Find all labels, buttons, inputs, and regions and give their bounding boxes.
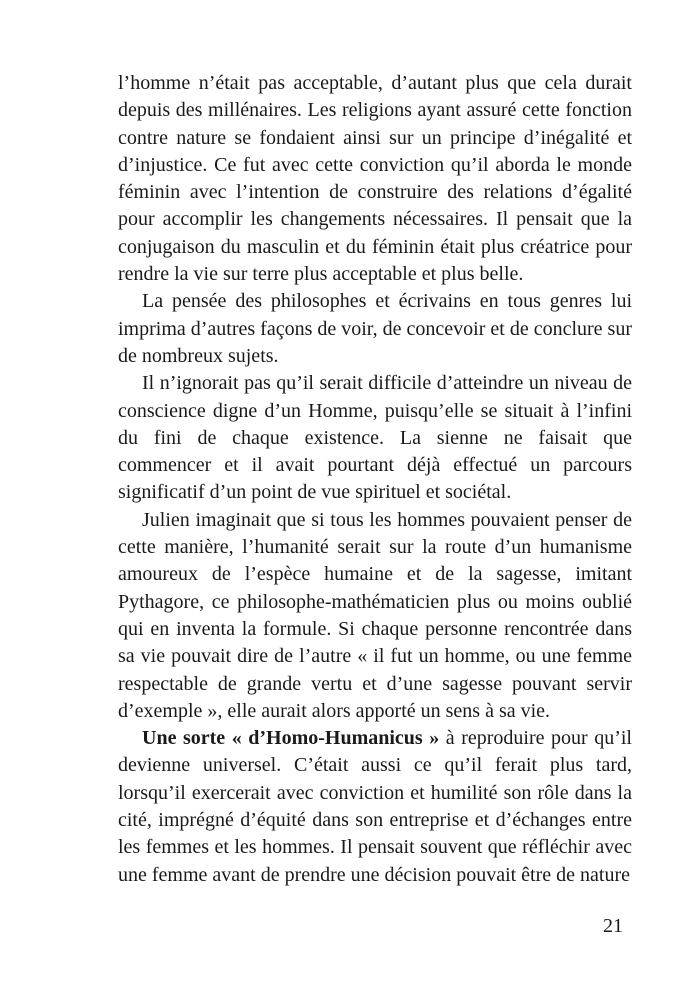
bold-phrase: Une sorte « d’Homo-Humanicus » xyxy=(142,727,440,750)
paragraph-5 xyxy=(118,725,632,889)
page-number: 21 xyxy=(603,915,623,937)
paragraph-3: Il n’ignorait pas qu’il serait difficile d’atteindre un niveau de conscience digne d’un Homme, puisqu’elle se situait à l’infini du fini de chaque existence. La sienne ne faisait que commencer et il avait pourtant déjà effectué un parcours significatif d’un point de vue spirituel et sociétal. xyxy=(118,372,632,504)
paragraph-1: l’homme n’était pas acceptable, d’autant plus que cela durait depuis des millénaires. Les religions ayant assuré cette fonction contre nature se fondaient ainsi sur un principe d’inégalité et d’injustice. Ce fut avec cette conviction qu’il aborda le monde féminin avec l’intention de construire des relations d’égalité pour accomplir les changements nécessaires. Il pensait que la conjugaison du masculin et du féminin était plus créatrice pour rendre la vie sur terre plus acceptable et plus belle. xyxy=(118,72,632,286)
paragraph-5-text: à reproduire pour qu’il devienne universel. C’était aussi ce qu’il ferait plus tard, lorsqu’il exercerait avec conviction et humilité son rôle dans la cité, imprégné d’équité dans son entreprise et d’échanges entre les femmes et les hommes. Il pensait souvent que réfléchir avec une femme avant de prendre une décision pouvait être de nature xyxy=(118,727,632,886)
paragraph-2: La pensée des philosophes et écrivains en tous genres lui imprima d’autres façons de voir, de concevoir et de conclure sur de nombreux sujets. xyxy=(118,290,632,367)
body-text xyxy=(118,70,632,889)
paragraph-4: Julien imaginait que si tous les hommes pouvaient penser de cette manière, l’humanité serait sur la route d’un humanisme amoureux de l’espèce humaine et de la sagesse, imitant Pythagore, ce philosophe-mathématicien plus ou moins oublié qui en inventa la formule. Si chaque personne rencontrée dans sa vie pouvait dire de l’autre « il fut un homme, ou une femme respectable de grande vertu et d’une sagesse pouvant servir d’exemple », elle aurait alors apporté un sens à sa vie. xyxy=(118,508,632,722)
